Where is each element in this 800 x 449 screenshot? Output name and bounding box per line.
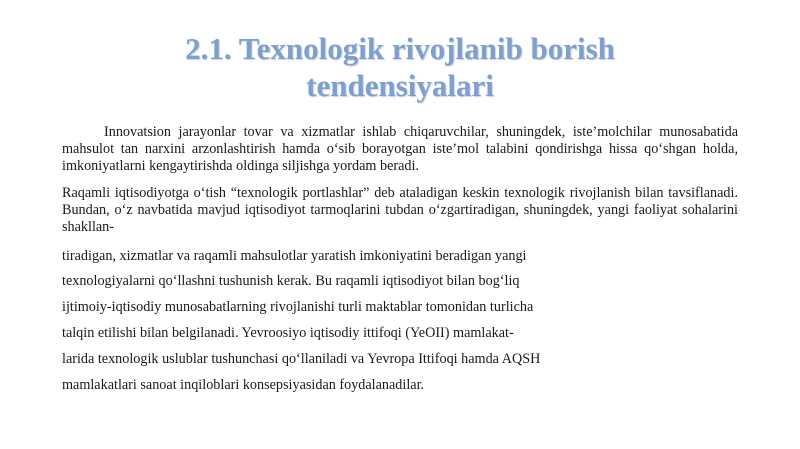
text-line: talqin etilishi bilan belgilanadi. Yevroosiyo iqtisodiy ittifoqi (YeOII) mamlakat- — [62, 325, 514, 341]
text-line: ijtimoiy-iqtisodiy munosabatlarning rivojlanishi turli maktablar tomonidan turlicha — [62, 299, 534, 315]
text-line: texnologiyalarni qo‘llashni tushunish kerak. Bu raqamli iqtisodiyot bilan bog‘liq — [62, 273, 520, 289]
paragraph-innovation: Innovatsion jarayonlar tovar va xizmatlar ishlab chiqaruvchilar, shuningdek, iste’molchilar munosabatida mahsulot tan narxini arzonlashtirish hamda o‘sib borayotgan iste’mol talabini qondirishga hissa qo‘shgan holda, imkoniyatlarni kengaytirishda oldinga siljishga yordam beradi. — [62, 124, 738, 174]
text-line: mamlakatlari sanoat inqiloblari konsepsiyasidan foydalanadilar. — [62, 377, 425, 393]
paragraph-digital-economy: Raqamli iqtisodiyotga o‘tish “texnologik portlashlar” deb ataladigan keskin texnologik rivojlanish bilan tavsiflanadi. Bundan, o‘z navbatida mavjud iqtisodiyot tarmoqlarini tubdan o‘zgartiradigan, shuningdek, yangi faoliyat sohalarini shakllan- — [62, 185, 738, 235]
slide-title: 2.1. Texnologik rivojlanib borish tendensiyalari — [185, 31, 615, 103]
text-line: larida texnologik uslublar tushunchasi qo‘llaniladi va Yevropa Ittifoqi hamda AQSH — [62, 351, 541, 367]
text-line: tiradigan, xizmatlar va raqamli mahsulotlar yaratish imkoniyatini beradigan yangi — [62, 248, 527, 264]
